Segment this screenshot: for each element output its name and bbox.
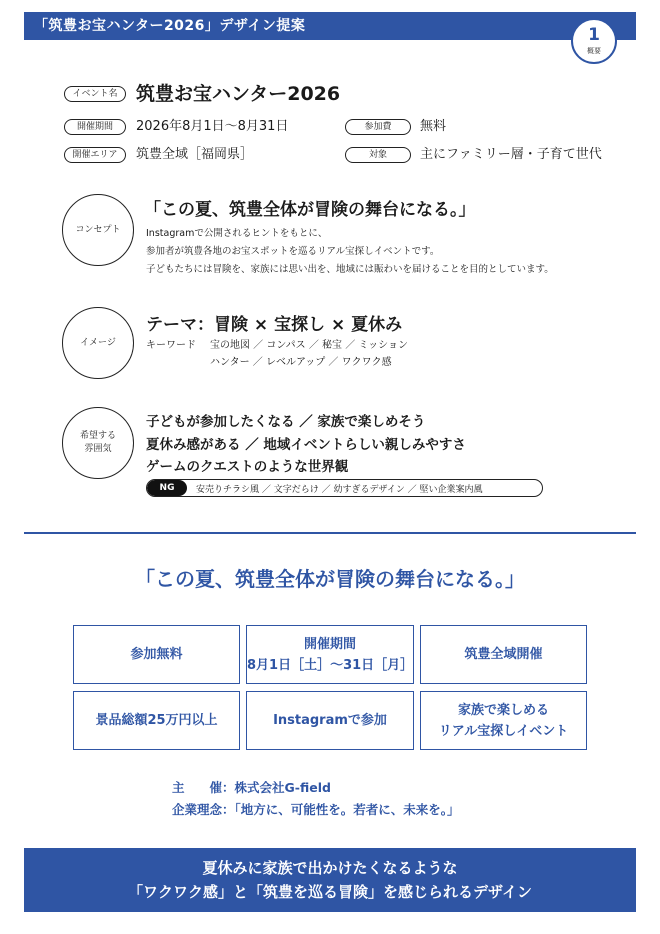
page-number-badge [571,18,617,64]
page-label: 概要 [587,47,601,55]
footer-banner [24,848,636,912]
section-divider [24,532,636,534]
feature-box [246,691,414,750]
feature-line-1: 家族で楽しめる [457,702,549,718]
feature-line-1: 筑豊全域開催 [464,647,543,662]
feature-box [246,625,414,684]
ng-text: 安売りチラシ風 ／ 文字だらけ ／ 幼すぎるデザイン ／ 堅い企業案内風 [196,484,483,495]
image-circle [62,307,134,379]
feature-line-1: 開催期間 [303,636,356,652]
mood-label-2: 雰囲気 [84,444,112,454]
event-name: 筑豊お宝ハンター2026 [136,83,341,105]
target-value: 主にファミリー層・子育て世代 [420,147,602,162]
area-value: 筑豊全域［福岡県］ [136,147,254,162]
mood-label-1: 希望する [79,431,116,441]
page-number: 1 [588,25,600,45]
host-line [172,777,331,799]
header-bar [24,12,636,40]
concept-line-2: 参加者が筑豊各地のお宝スポットを巡るリアル宝探しイベントです。 [146,246,440,257]
feature-box [73,625,240,684]
host-value: 株式会社G-field [234,780,331,795]
image-theme: テーマ：冒険 × 宝探し × 夏休み [146,315,403,335]
fee-label: 参加費 [345,119,411,135]
feature-box [420,691,587,750]
footer-line-1: 夏休みに家族で出かけたくなるような [202,859,458,877]
feature-line-1: Instagramで参加 [273,713,387,728]
concept-line-1: Instagramで公開されるヒントをもとに、 [146,228,328,239]
keywords-line-2: ハンター ／ レベルアップ ／ ワクワク感 [210,357,392,368]
event-name-label: イベント名 [64,86,126,102]
concept-label: コンセプト [75,224,121,235]
mood-circle [62,407,134,479]
mood-line-3: ゲームのクエストのような世界観 [146,459,349,475]
feature-line-1: 参加無料 [130,647,183,662]
image-label: イメージ [80,337,116,348]
keywords-line-1: 宝の地図 ／ コンパス ／ 秘宝 ／ ミッション [210,340,408,351]
ng-tag: NG [147,480,187,496]
philosophy-label: 企業理念： [172,802,235,817]
feature-line-2: 8月1日［土］～31日［月］ [247,657,414,673]
keyword-label: キーワード [146,340,196,351]
area-label: 開催エリア [64,147,126,163]
feature-box [73,691,240,750]
ng-bar [146,479,543,497]
concept-circle [62,194,134,266]
concept-headline: 「この夏、筑豊全体が冒険の舞台になる。」 [144,200,476,220]
catchphrase: 「この夏、筑豊全体が冒険の舞台になる。」 [135,567,525,591]
feature-line-2: リアル宝探しイベント [438,723,569,739]
period-label: 開催期間 [64,119,126,135]
period-value: 2026年8月1日～8月31日 [136,119,289,134]
philosophy-line [172,799,460,821]
header-title: 「筑豊お宝ハンター2026」デザイン提案 [34,18,306,34]
footer-line-2: 「ワクワク感」と「筑豊を巡る冒険」を感じられるデザイン [128,883,532,901]
target-label: 対象 [345,147,411,163]
host-label: 主 催： [172,780,235,795]
mood-line-1: 子どもが参加したくなる ／ 家族で楽しめそう [146,414,426,430]
feature-box [420,625,587,684]
feature-line-1: 景品総額25万円以上 [95,713,218,728]
philosophy-value: 「地方に、可能性を。若者に、未来を。」 [234,802,460,817]
fee-value: 無料 [420,119,447,134]
mood-line-2: 夏休み感がある ／ 地域イベントらしい親しみやすさ [146,437,466,453]
concept-line-3: 子どもたちには冒険を、家族には思い出を、地域には賑わいを届けることを目的としています。 [146,264,554,275]
